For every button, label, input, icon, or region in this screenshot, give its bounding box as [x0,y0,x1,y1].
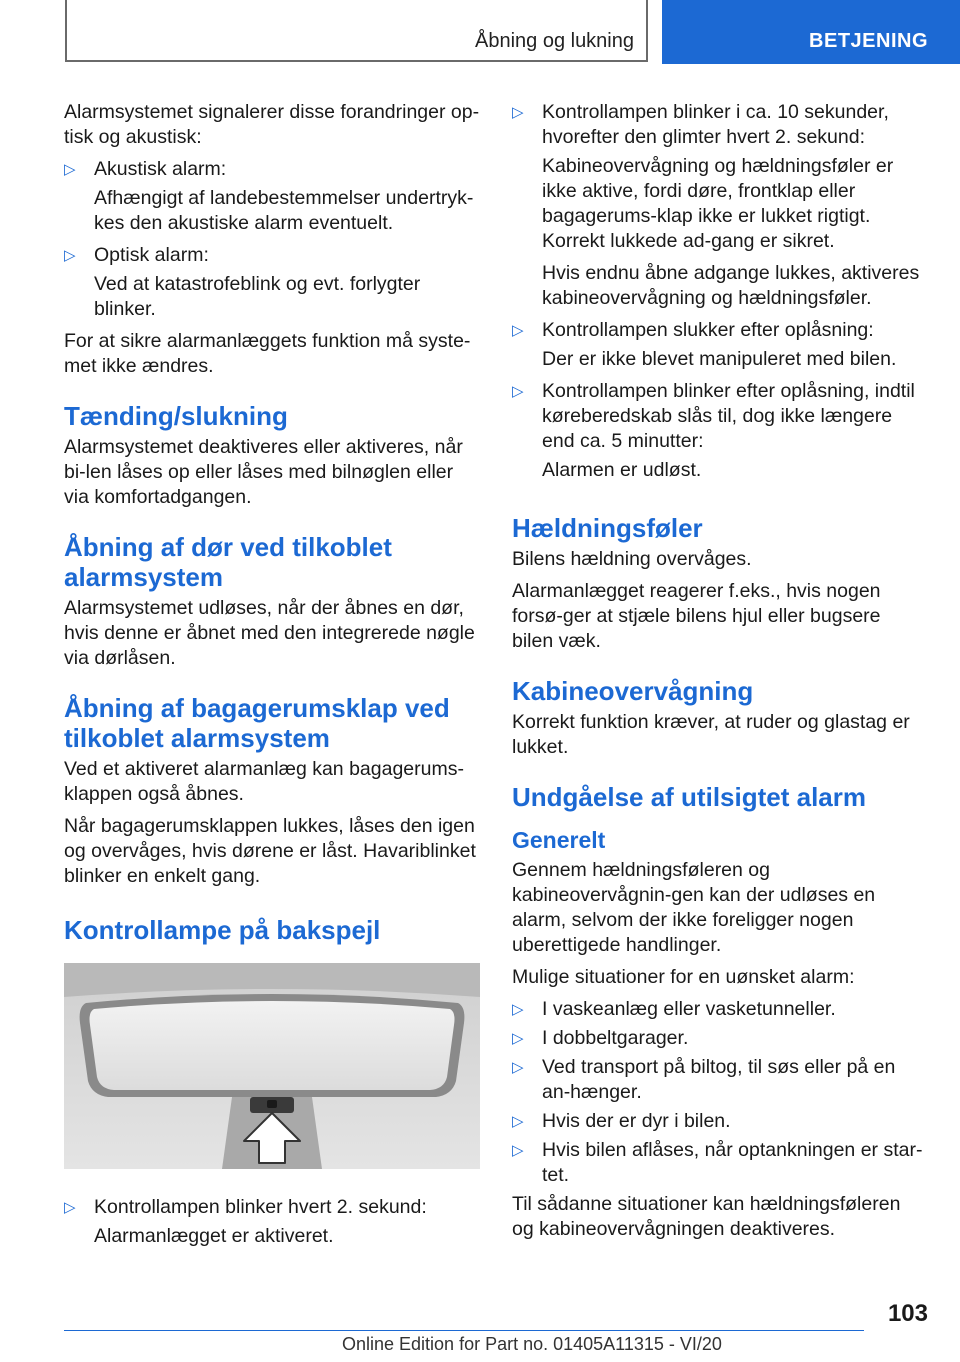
paragraph: Når bagagerumsklappen lukkes, låses den igen og overvåges, hvis dørene er låst. Havariblinket blinker en enkelt gang. [64,815,476,887]
list-item-detail: Der er ikke blevet manipuleret med bilen. [542,348,897,370]
header-section-tab [662,0,960,64]
paragraph: Bilens hældning overvåges. [512,548,752,570]
list-item: ▷ Ved transport på biltog, til søs eller på en an-hænger. [512,1055,926,1105]
heading-interior-monitoring: Kabineovervågning [512,676,754,706]
list-item-detail: Afhængigt af landebestemmelser undertryk-kes den akustiske alarm eventuelt. [94,187,474,234]
heading-door-opening: Åbning af dør ved tilkoblet alarmsystem [64,532,392,592]
heading-tailgate-opening: Åbning af bagagerumsklap ved tilkoblet alarmsystem [64,693,450,753]
list-item-detail: Alarmen er udløst. [542,459,702,481]
list-item: ▷ Akustisk alarm: [64,157,482,182]
list-item-detail: Alarmanlægget er aktiveret. [94,1225,334,1247]
list-item: ▷ Kontrollampen blinker efter oplåsning, indtil køreberedskab slås til, dog ikke længere end ca. 5 minutter: [512,379,926,454]
page-number: 103 [887,1300,928,1327]
footer-edition: Online Edition for Part no. 01405A11315 - VI/20 [342,1334,722,1354]
paragraph: Alarmanlægget reagerer f.eks., hvis nogen forsø-ger at stjæle bilens hjul eller bugsere bilen væk. [512,580,881,652]
footer-divider [64,1330,864,1331]
list-item: ▷ Optisk alarm: [64,243,482,268]
list-item: ▷ Hvis der er dyr i bilen. [512,1109,926,1134]
section-title: BETJENING [809,30,928,52]
heading-tilt-sensor: Hældningsføler [512,513,703,543]
paragraph: Alarmsystemet deaktiveres eller aktiveres, når bi-len låses op eller låses med bilnøglen eller via komfortadgangen. [64,436,463,508]
paragraph: Mulige situationer for en uønsket alarm: [512,966,855,988]
heading-mirror-indicator: Kontrollampe på bakspejl [64,915,381,945]
list-item: ▷ Hvis bilen aflåses, når optankningen er star-tet. [512,1138,926,1188]
paragraph: Gennem hældningsføleren og kabineovervågnin-gen kan der udløses en alarm, selvom der ikke foreligger nogen uberettigede handlinger. [512,859,876,956]
header-chapter-box [65,0,648,62]
rearview-mirror-icon [64,963,480,1169]
paragraph: Korrekt funktion kræver, at ruder og glastag er lukket. [512,711,910,758]
chapter-title: Åbning og lukning [474,30,634,52]
paragraph: Alarmsystemet udløses, når der åbnes en dør, hvis denne er åbnet med den integrerede nøgle via dørlåsen. [64,597,475,669]
left-column [64,100,482,1256]
heading-ignition: Tænding/slukning [64,401,288,431]
intro-paragraph: Alarmsystemet signalerer disse forandringer op-tisk og akustisk: [64,101,480,148]
list-item: ▷ Kontrollampen slukker efter oplåsning: [512,318,926,343]
list-item-detail: Ved at katastrofeblink og evt. forlygter blinker. [94,273,421,320]
heading-avoid-false-alarm: Undgåelse af utilsigtet alarm [512,782,866,812]
paragraph: Ved et aktiveret alarmanlæg kan bagagerums-klappen også åbnes. [64,758,464,805]
paragraph: For at sikre alarmanlæggets funktion må syste-met ikke ændres. [64,330,471,377]
paragraph: Til sådanne situationer kan hældningsføleren og kabineovervågningen deaktiveres. [512,1193,901,1240]
list-item: ▷ Kontrollampen blinker hvert 2. sekund: [64,1195,482,1220]
list-item: ▷ I vaskeanlæg eller vasketunneller. [512,997,926,1022]
list-item-detail: Kabineovervågning og hældningsføler er ikke aktive, fordi døre, frontklap eller bagagerums-klap ikke er lukket rigtigt. Korrekt lukkede ad-gang er sikret. [542,155,894,252]
list-item-detail: Hvis endnu åbne adgange lukkes, aktiveres kabineovervågning og hældningsføler. [542,262,920,309]
list-item: ▷ Kontrollampen blinker i ca. 10 sekunder, hvorefter den glimter hvert 2. sekund: [512,100,926,150]
subheading-general: Generelt [512,827,606,853]
right-column [512,100,926,1249]
rearview-mirror-illustration [64,963,480,1169]
list-item: ▷ I dobbeltgarager. [512,1026,926,1051]
